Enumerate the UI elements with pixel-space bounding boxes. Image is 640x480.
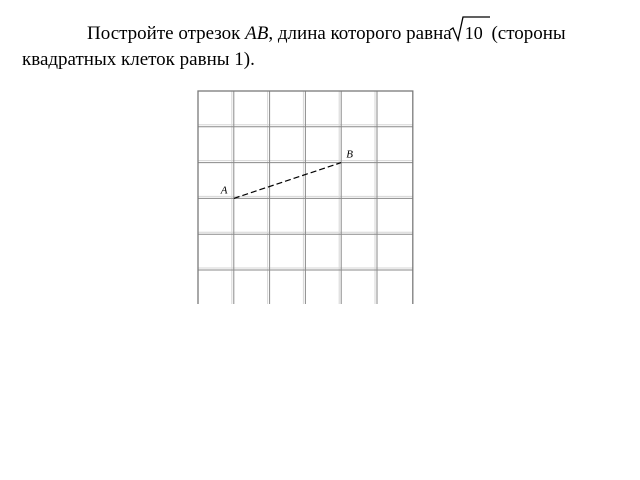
problem-statement	[22, 20, 622, 73]
grid-figure-svg	[195, 88, 415, 304]
segment-ab	[234, 163, 341, 199]
problem-line-2: квадратных клеток равны 1).	[22, 49, 255, 70]
problem-text-before: Постройте отрезок	[87, 23, 246, 44]
grid-figure	[195, 88, 415, 304]
problem-text-after: (стороны	[486, 23, 566, 44]
radical-sign-icon	[450, 15, 490, 45]
point-a-label: A	[220, 184, 228, 197]
point-b-label: B	[346, 148, 353, 161]
radicand: 10	[464, 23, 483, 43]
problem-text-middle: , длина которого равна	[268, 23, 452, 44]
square-root	[453, 20, 483, 47]
segment-name: AB	[245, 23, 269, 44]
problem-line-1	[22, 20, 622, 47]
